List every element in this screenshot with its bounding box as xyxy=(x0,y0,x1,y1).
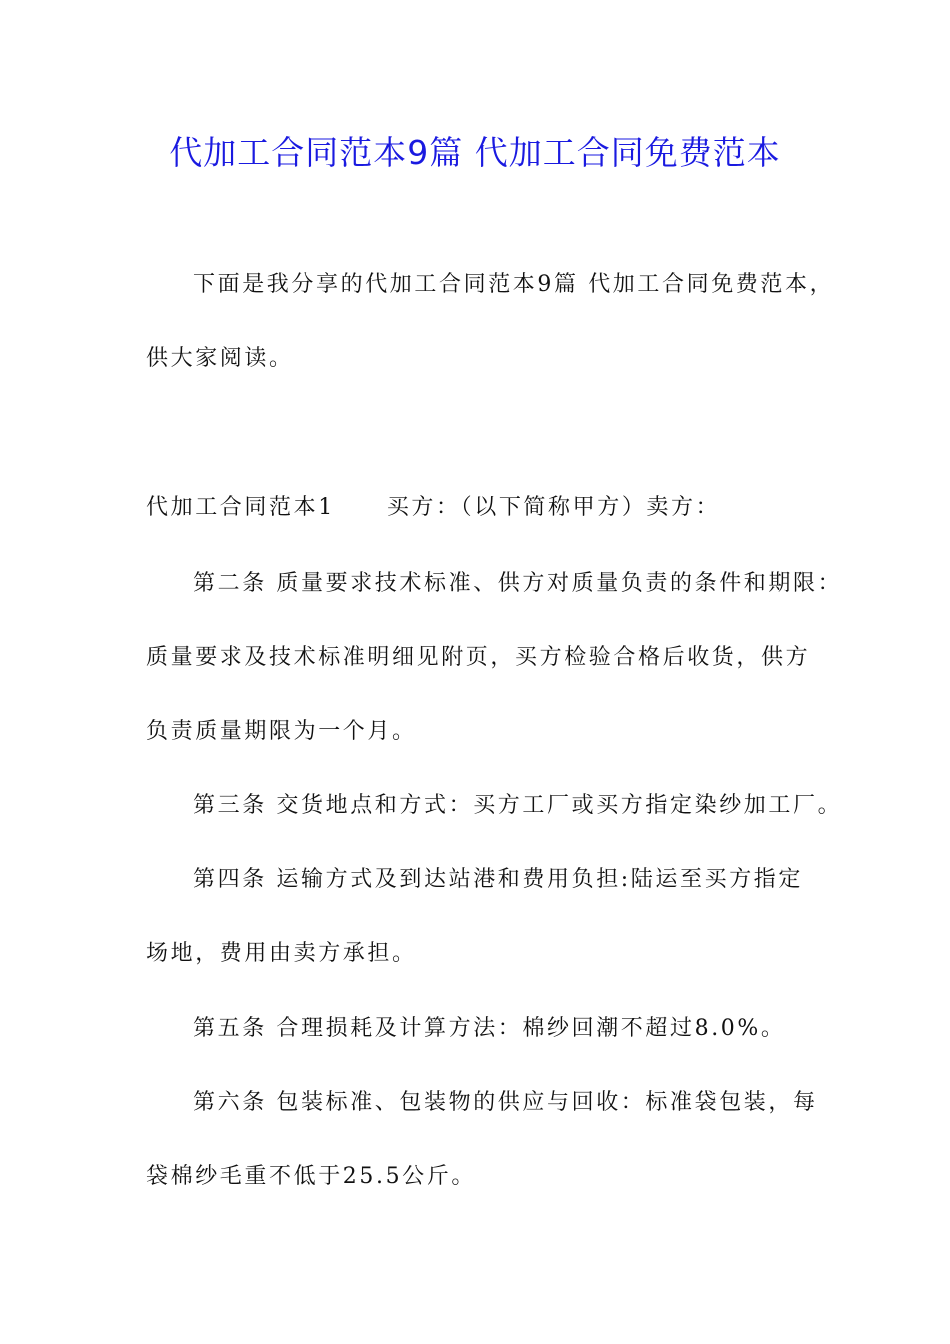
clause-2-line-2: 质量要求及技术标准明细见附页，买方检验合格后收货，供方 xyxy=(146,645,811,670)
document-title: 代加工合同范本9篇 代加工合同免费范本 xyxy=(169,133,781,172)
clause-4-line-2: 场地，费用由卖方承担。 xyxy=(146,941,417,966)
clause-2-line-3: 负责质量期限为一个月。 xyxy=(146,719,417,744)
section-heading-line xyxy=(146,492,720,524)
clause-3-line-1: 第三条 交货地点和方式：买方工厂或买方指定染纱加工厂。 xyxy=(193,793,843,818)
clause-2-line-1: 第二条 质量要求技术标准、供方对质量负责的条件和期限： xyxy=(193,571,843,596)
intro-line-1: 下面是我分享的代加工合同范本9篇 代加工合同免费范本， xyxy=(193,272,835,297)
clause-4-line-1: 第四条 运输方式及到达站港和费用负担:陆运至买方指定 xyxy=(193,867,804,892)
clause-6-line-2: 袋棉纱毛重不低于25.5公斤。 xyxy=(146,1164,476,1189)
buyer-seller-line: 买方：（以下简称甲方）卖方： xyxy=(386,495,721,520)
clause-5-line-1: 第五条 合理损耗及计算方法：棉纱回潮不超过8.0%。 xyxy=(193,1016,786,1041)
intro-line-2: 供大家阅读。 xyxy=(146,346,294,371)
clause-6-line-1: 第六条 包装标准、包装物的供应与回收：标准袋包装，每 xyxy=(193,1090,818,1115)
section-heading: 代加工合同范本1 xyxy=(146,495,335,520)
